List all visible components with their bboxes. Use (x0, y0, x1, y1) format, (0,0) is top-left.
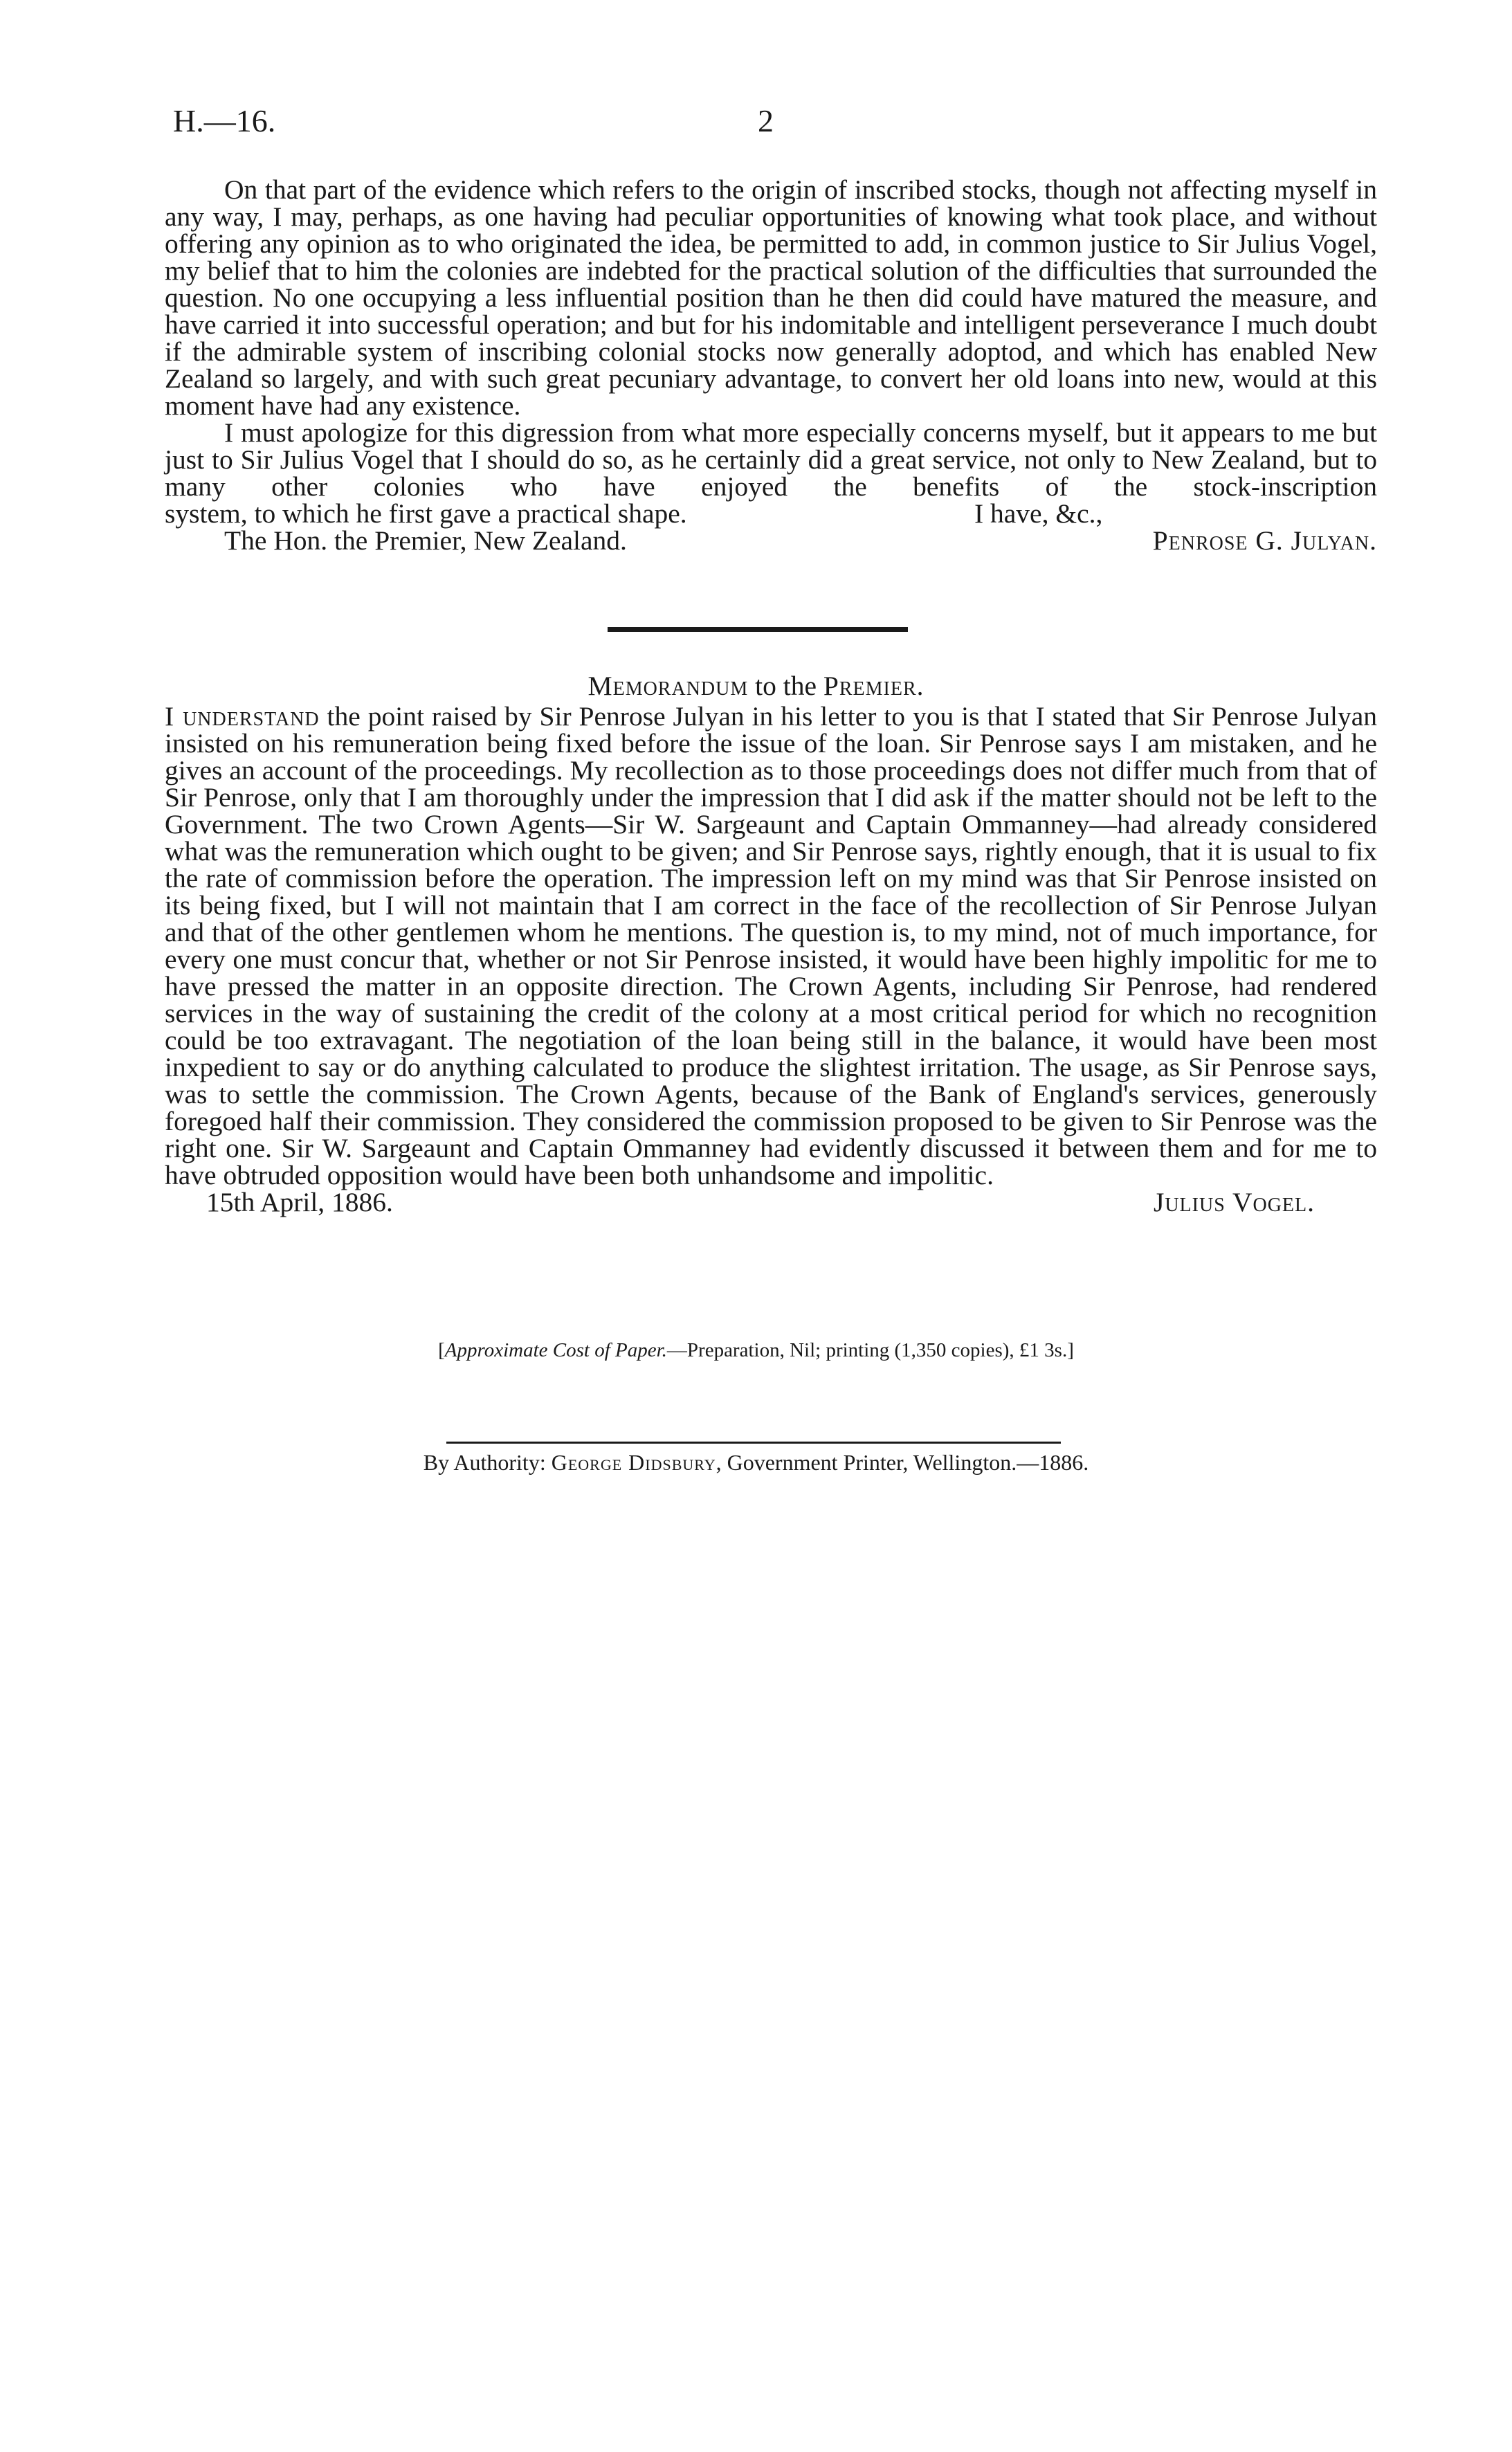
letter-closing-row (165, 500, 1377, 527)
page-header (173, 102, 1377, 144)
memo-title (0, 670, 1512, 702)
section-divider (608, 627, 908, 632)
letter-paragraph-2: I must apologize for this digression from what more especially concerns myself, but it appears to me but just to Sir Julius Vogel that I should do so, as he certainly did a great service, not only to New Zealand, but to many other colonies who have enjoyed the benefits of the stock-inscription (165, 417, 1377, 502)
printer-prefix: By Authority: (423, 1450, 552, 1475)
memo-opening-word: I understand (165, 701, 320, 732)
page-number: 2 (758, 103, 774, 138)
printer-name: George Didsbury (551, 1450, 716, 1475)
letter-signature-row (165, 527, 1377, 554)
printer-suffix: , Government Printer, Wellington.—1886. (716, 1450, 1089, 1475)
memo-date: 15th April, 1886. (206, 1187, 393, 1217)
letter-signature: Penrose G. Julyan. (1152, 525, 1377, 556)
memo-title-suffix: Premier. (823, 671, 924, 701)
memo-paragraph (165, 703, 1377, 1189)
memo-body: the point raised by Sir Penrose Julyan in his letter to you is that I stated that Sir Penrose Julyan insisted on his remuneration being fixed before the issue of the loan. Sir Penrose says I am mistaken, and he gives an account of the proceedings. My recollection as to those proceedings does not differ much from that of Sir Penrose, only that I am thoroughly under the impression that I did ask if the matter should not be left to the Government. The two Crown Agents—Sir W. Sargeaunt and Captain Ommanney—had already considered what was the remuneration which ought to be given; and Sir Penrose says, rightly enough, that it is usual to fix the rate of commission before the operation. The impression left on my mind was that Sir Penrose insisted on its being fixed, but I will not maintain that I am correct in the face of the recollection of Sir Penrose Julyan and that of the other gentlemen whom he mentions. The question is, to my mind, not of much importance, for every one must concur that, whether or not Sir Penrose insisted, it would have been highly impolitic for me to have pressed the matter in an opposite direction. The Crown Agents, including Sir Penrose, had rendered services in the way of sustaining the credit of the colony at a most critical period for which no recognition could be too extravagant. The negotiation of the loan being still in the balance, it would have been most inxpedient to say or do anything calculated to produce the slightest irritation. The usage, as Sir Penrose says, was to settle the commission. The Crown Agents, because of the Bank of England's services, generously foregoed half their commission. They considered the commission proposed to be given to Sir Penrose was the right one. Sir W. Sargeaunt and Captain Ommanney had evidently discussed it between them and for me to have obtruded opposition would have been both unhandsome and impolitic. (165, 701, 1377, 1190)
memo-section (165, 703, 1377, 1216)
cost-note-label: Approximate Cost of Paper. (444, 1339, 667, 1361)
cost-note: [Approximate Cost of Paper.—Preparation, Nil; printing (1,350 copies), £1 3s.] (438, 1339, 1074, 1361)
memo-title-prefix: Memorandum (588, 671, 749, 701)
memo-title-middle: to the (748, 671, 823, 701)
memo-signature-row (165, 1189, 1377, 1216)
cost-note-text: —Preparation, Nil; printing (1,350 copies), £1 3s. (666, 1339, 1068, 1361)
letter-section (165, 176, 1377, 554)
letter-closing: I have, &c., (974, 498, 1103, 529)
document-code: H.—16. (173, 103, 276, 138)
letter-last-line: system, to which he first gave a practical shape. (165, 498, 687, 529)
printer-line (0, 1450, 1512, 1475)
letter-addressee: The Hon. the Premier, New Zealand. (224, 525, 627, 556)
printer-divider (446, 1442, 1061, 1444)
memo-signature: Julius Vogel. (1153, 1187, 1315, 1217)
letter-paragraph-1: On that part of the evidence which refers to the origin of inscribed stocks, though not affecting myself in any way, I may, perhaps, as one having had peculiar opportunities of knowing what took place, and without offering any opinion as to who originated the idea, be permitted to add, in common justice to Sir Julius Vogel, my belief that to him the colonies are indebted for the practical solution of the difficulties that surrounded the question. No one occupying a less influential position than he then did could have matured the measure, and have carried it into successful operation; and but for his indomitable and intelligent perseverance I much doubt if the admirable system of inscribing colonial stocks now generally adoptod, and which has enabled New Zealand so largely, and with such great pecuniary advantage, to convert her old loans into new, would at this moment have had any existence. (165, 174, 1377, 421)
